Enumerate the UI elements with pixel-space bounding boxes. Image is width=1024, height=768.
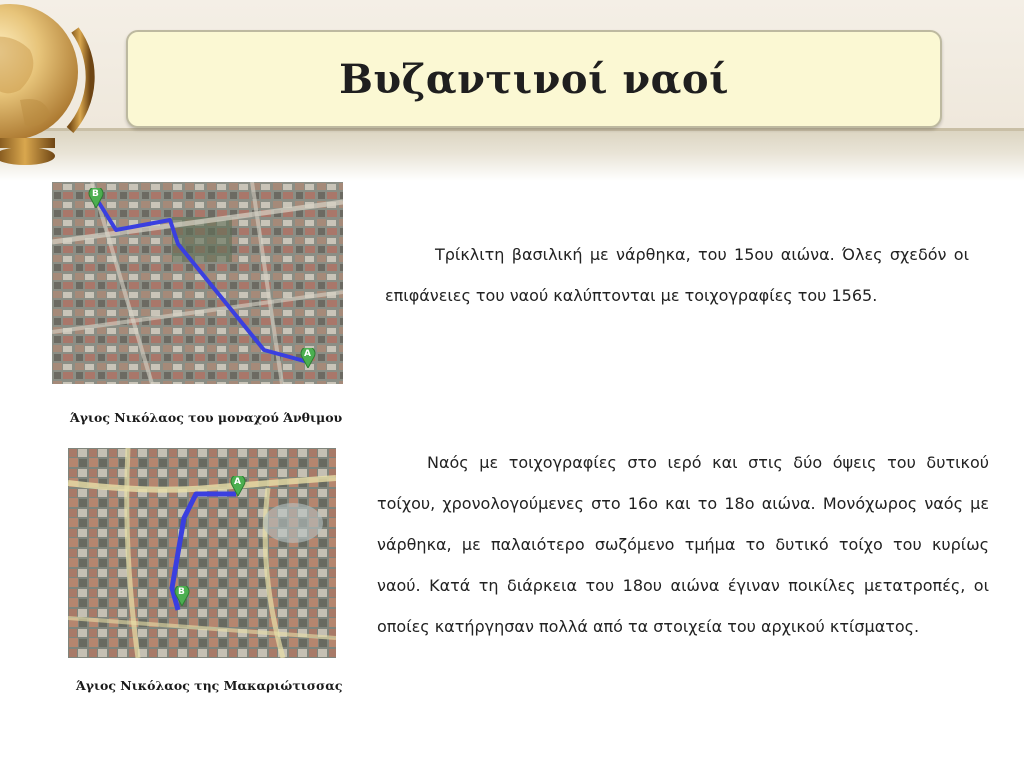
slide-title: Βυζαντινοί ναοί: [339, 55, 729, 103]
marker-end-label: A: [304, 349, 311, 359]
marker-start-label: B: [92, 189, 99, 199]
globe-icon: [0, 0, 100, 170]
map-caption-1: Άγιος Νικόλαος του μοναχού Άνθιμου: [70, 410, 343, 425]
map-caption-2: Άγιος Νικόλαος της Μακαριώτισσας: [76, 678, 343, 693]
description-paragraph-2: Ναός με τοιχογραφίες στο ιερό και στις δύο όψεις του δυτικού τοίχου, χρονολογούμενες στο 16ο και το 18ο αιώνα. Μονόχωρος ναός με νάρθηκα, με παλαιότερο σωζόμενο τμήμα το δυτικό τοίχο του κυρίως ναού. Κατά τη διάρκεια του 18ου αιώνα έγιναν ποικίλες μετατροπές, οι οποίες κατήργησαν πολλά από τα στοιχεία του αρχικού κτίσματος.: [377, 453, 989, 636]
map-image-1: [52, 182, 343, 384]
map-image-2: [68, 448, 336, 658]
marker-start-label: A: [234, 477, 241, 487]
marker-end-label: B: [178, 587, 185, 597]
gradient-band: [0, 131, 1024, 181]
title-box: [126, 30, 942, 128]
description-paragraph-1: Τρίκλιτη βασιλική με νάρθηκα, του 15ου αιώνα. Όλες σχεδόν οι επιφάνειες του ναού καλύπτονται με τοιχογραφίες του 1565.: [385, 245, 969, 305]
